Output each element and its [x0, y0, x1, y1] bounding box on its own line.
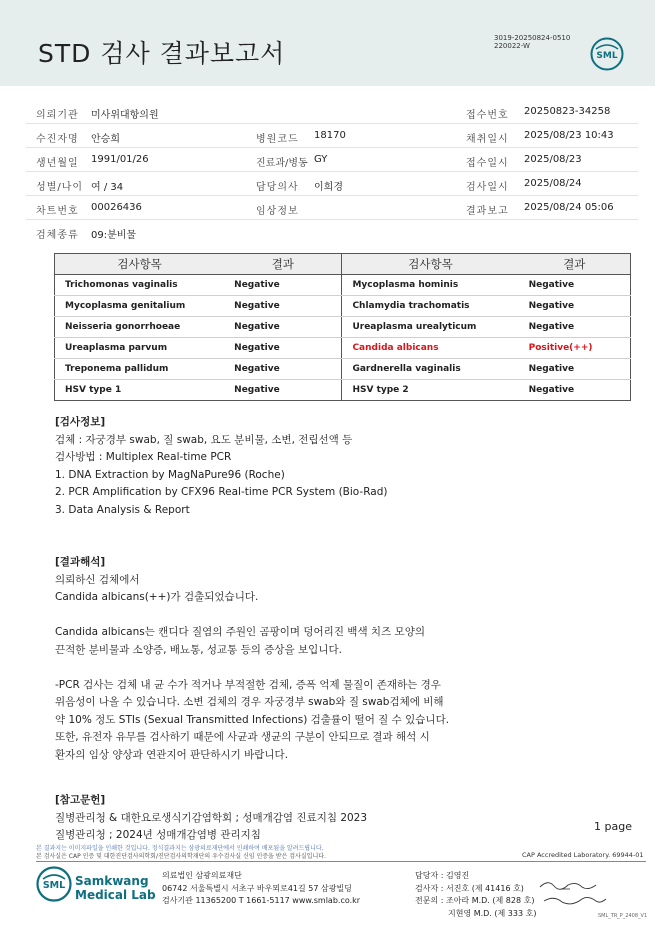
test-item: Chlamydia trachomatis [342, 296, 519, 317]
document-code-line1: 3019-20250824-0510 [494, 34, 571, 42]
interpretation-blank [55, 659, 449, 677]
page-number: 1 page [594, 820, 632, 833]
test-result: Negative [519, 359, 631, 380]
test-info-title: [검사정보] [55, 416, 106, 428]
interpretation-line: 의뢰하신 검체에서 [55, 573, 140, 586]
col-result-header: 결과 [519, 254, 631, 275]
interpretation-line: -PCR 검사는 검체 내 균 수가 적거나 부적절한 검체, 증폭 억제 물질이 존재하는 경우 [55, 678, 441, 691]
hospital-code-value: 18170 [314, 130, 346, 141]
birth-label: 생년월일 [36, 158, 79, 169]
interpretation-line: 위음성이 나올 수 있습니다. 소변 검체의 경우 자궁경부 swab와 질 swab검체에 비해 [55, 696, 444, 708]
document-code-line2: 220022-W [494, 42, 530, 50]
collect-value: 2025/08/23 10:43 [524, 130, 614, 141]
org-name: 의료법인 삼광의료재단 [162, 871, 242, 880]
table-row [55, 275, 631, 296]
specialist-1: 전문의 : 조아라 M.D. (제 828 호) [415, 896, 535, 905]
birth-value: 1991/01/26 [91, 154, 149, 165]
test-result: Negative [224, 275, 342, 296]
report-value: 2025/08/24 05:06 [524, 202, 614, 213]
brand-name [75, 874, 156, 902]
collect-label: 채취일시 [466, 134, 509, 145]
table-row [55, 380, 631, 401]
sex-age-label: 성별/나이 [36, 182, 84, 193]
manager: 담당자 : 김영진 [415, 871, 470, 880]
doctor-label: 담당의사 [256, 182, 299, 193]
chart-value: 00026436 [91, 202, 142, 213]
interpretation-line: 또한, 유전자 유무를 검사하기 때문에 사균과 생균의 구분이 안되므로 결과 해석 시 [55, 731, 430, 743]
interpretation-line: Candida albicans(++)가 검출되었습니다. [55, 591, 259, 603]
report-label: 결과보고 [466, 206, 509, 217]
positive-test-item: Candida albicans [342, 338, 519, 359]
test-result: Negative [224, 296, 342, 317]
test-item: Ureaplasma parvum [55, 338, 225, 359]
reference-line: 질병관리청 & 대한요로생식기감염학회 ; 성매개감염 진료지침 2023 [55, 811, 368, 824]
dept-label: 진료과/병동 [256, 158, 308, 169]
reference-line: 질병관리청 ; 2024년 성매개감염병 관리지침 [55, 829, 261, 841]
org-contact: 검사기관 11365200 T 1661-5117 www.smlab.co.kr [162, 896, 361, 905]
test-date-value: 2025/08/24 [524, 178, 582, 189]
specimen-value: 09:분비물 [91, 230, 137, 241]
interpretation-blank [55, 607, 449, 625]
test-result: Negative [224, 338, 342, 359]
institution-label: 의뢰기관 [36, 110, 79, 121]
form-code: SML_TR_P_2408_V1 [598, 913, 648, 919]
brand-line2: Medical Lab [75, 888, 156, 902]
test-item: Mycoplasma genitalium [55, 296, 225, 317]
org-address: 06742 서울특별시 서초구 바우뫼로41길 57 삼광빌딩 [162, 883, 352, 893]
patient-label: 수진자명 [36, 134, 79, 145]
results-header-row [55, 254, 631, 275]
cap-statement: 본 검사실은 CAP 인증 및 대한진단검사의학회/진단검사의학재단의 우수검사실 신임 인증을 받은 검사실입니다. [36, 853, 326, 860]
test-result: Negative [519, 296, 631, 317]
clinical-label: 임상정보 [256, 206, 299, 217]
sex-age-value: 여 / 34 [91, 182, 124, 193]
interpretation-line: 환자의 임상 양상과 연관지어 판단하시기 바랍니다. [55, 748, 289, 761]
info-row [26, 196, 638, 220]
chart-label: 차트번호 [36, 206, 79, 217]
brand-line1: Samkwang [75, 874, 149, 888]
signers [415, 870, 536, 920]
references-title: [참고문헌] [55, 794, 106, 806]
specimen-label: 검체종류 [36, 230, 79, 241]
print-warning: 본 결과지는 이미지파일을 인쇄한 것입니다. 정식결과지는 삼광의료재단에서 인쇄하여 배포됨을 알려드립니다. [36, 845, 324, 852]
test-result: Negative [224, 359, 342, 380]
interpretation-title: [결과해석] [55, 556, 106, 568]
samkwang-logo-icon [36, 866, 72, 902]
hospital-code-label: 병원코드 [256, 134, 299, 145]
page-title: STD 검사 결과보고서 [38, 39, 286, 68]
test-info-line: 3. Data Analysis & Report [55, 503, 190, 516]
positive-test-result: Positive(++) [519, 338, 631, 359]
footer-divider [36, 861, 646, 862]
test-item: Gardnerella vaginalis [342, 359, 519, 380]
receipt-no-label: 접수번호 [466, 110, 509, 121]
test-info-line: 1. DNA Extraction by MagNaPure96 (Roche) [55, 468, 285, 481]
receipt-no-value: 20250823-34258 [524, 106, 611, 117]
test-info-line: 2. PCR Amplification by CFX96 Real-time PCR System (Bio-Rad) [55, 486, 388, 498]
references-section [55, 792, 367, 845]
table-row [55, 317, 631, 338]
test-item: Trichomonas vaginalis [55, 275, 225, 296]
col-item-header: 검사항목 [342, 254, 519, 275]
interpretation-line: 약 10% 정도 STIs (Sexual Transmitted Infections) 검출률이 떨어 질 수 있습니다. [55, 713, 450, 726]
patient-value: 안승희 [91, 134, 120, 145]
test-result: Negative [224, 317, 342, 338]
table-row [55, 296, 631, 317]
test-result: Negative [519, 275, 631, 296]
document-code [494, 34, 570, 50]
info-row [26, 100, 638, 124]
receipt-date-label: 접수일시 [466, 158, 509, 169]
test-info-section [55, 414, 387, 519]
info-row [26, 124, 638, 148]
test-result: Negative [224, 380, 342, 401]
interpretation-section [55, 554, 449, 764]
report-header [0, 0, 655, 86]
table-row [55, 338, 631, 359]
info-row [26, 148, 638, 172]
col-result-header: 결과 [224, 254, 342, 275]
table-row [55, 359, 631, 380]
interpretation-line: Candida albicans는 캔디다 질염의 주원인 곰팡이며 덩어리진 백색 치즈 모양의 [55, 626, 425, 638]
test-item: Neisseria gonorrhoeae [55, 317, 225, 338]
dept-value: GY [314, 154, 328, 165]
specialist-2: 지현영 M.D. (제 333 호) [448, 908, 537, 918]
col-item-header: 검사항목 [55, 254, 225, 275]
samkwang-logo-text: SML [42, 880, 66, 891]
sml-logo-icon [590, 37, 624, 71]
signature-icon [538, 877, 608, 909]
cap-lab-number: CAP Accredited Laboratory. 69944-01 [522, 851, 644, 859]
test-item: Mycoplasma hominis [342, 275, 519, 296]
info-row [26, 172, 638, 196]
test-item: HSV type 2 [342, 380, 519, 401]
results-table [54, 253, 631, 401]
test-info-line: 검사방법 : Multiplex Real-time PCR [55, 451, 232, 463]
test-item: Ureaplasma urealyticum [342, 317, 519, 338]
test-date-label: 검사일시 [466, 182, 509, 193]
test-item: HSV type 1 [55, 380, 225, 401]
receipt-date-value: 2025/08/23 [524, 154, 582, 165]
sml-logo-text: SML [596, 51, 618, 61]
institution-value: 미사위대항의원 [91, 110, 159, 121]
test-result: Negative [519, 380, 631, 401]
test-info-line: 검체 : 자궁경부 swab, 질 swab, 요도 분비물, 소변, 전립선액 등 [55, 433, 353, 446]
test-result: Negative [519, 317, 631, 338]
interpretation-line: 끈적한 분비물과 소양증, 배뇨통, 성교통 등의 증상을 보입니다. [55, 643, 342, 656]
tester: 검사자 : 서진호 (제 41416 호) [415, 883, 524, 893]
test-item: Treponema pallidum [55, 359, 225, 380]
info-row [26, 220, 638, 244]
doctor-value: 이희경 [314, 182, 343, 193]
organization-info [162, 870, 360, 908]
